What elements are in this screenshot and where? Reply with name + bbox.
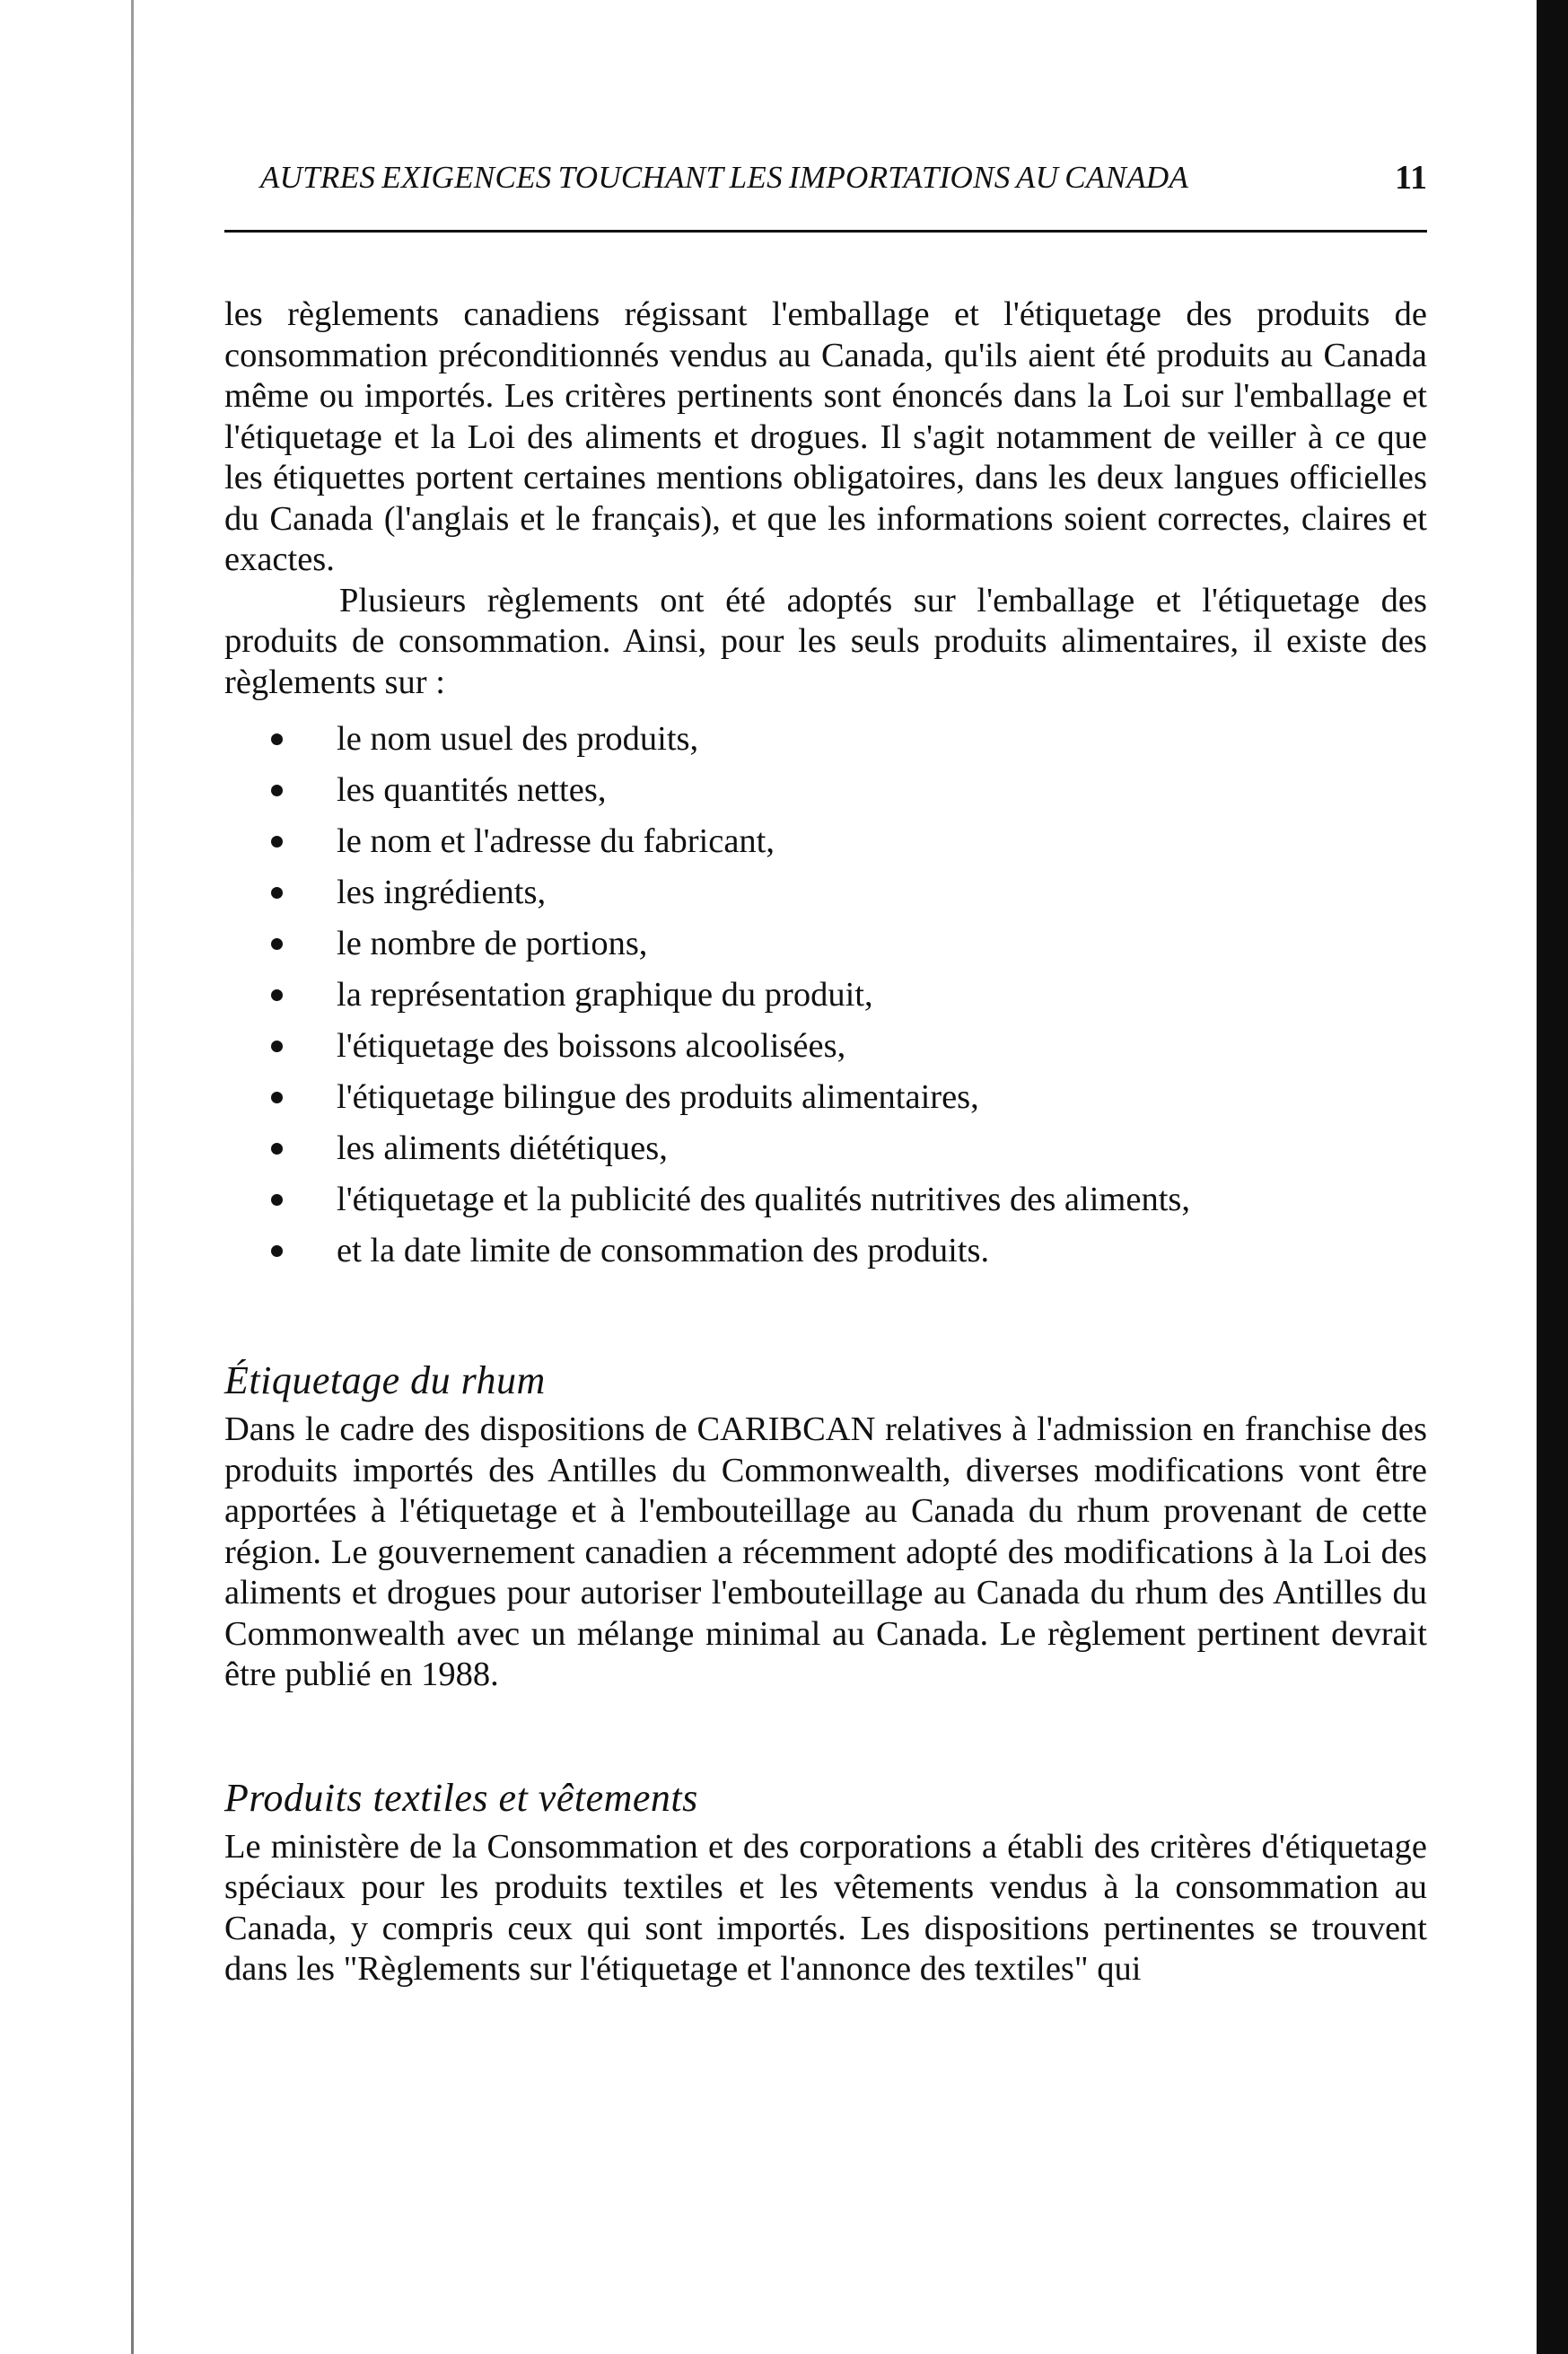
section-heading-textiles: Produits textiles et vêtements xyxy=(224,1775,698,1820)
section-body-rhum: Dans le cadre des dispositions de CARIBCAN relatives à l'admission en franchise des produits importés des Antilles du Commonwealth, diverses modifications vont être apportées à l'étiquetage et à l'embouteillage au Canada du rhum provenant de cette région. Le gouvernement canadien a récemment adopté des modifications à la Loi des aliments et drogues pour autoriser l'embouteillage au Canada du rhum des Antilles du Commonwealth avec un mélange minimal au Canada. Le règlement pertinent devrait être publié en 1988. xyxy=(224,1410,1427,1693)
list-item xyxy=(224,867,1427,918)
running-title: AUTRES EXIGENCES TOUCHANT LES IMPORTATIONS AU CANADA xyxy=(260,160,1189,195)
bullet-icon xyxy=(271,938,283,950)
list-item xyxy=(224,970,1427,1021)
list-item-text: le nombre de portions, xyxy=(337,925,648,962)
bullet-icon xyxy=(271,733,283,745)
list-item xyxy=(224,1174,1427,1225)
bullet-icon xyxy=(271,887,283,899)
list-item-text: les quantités nettes, xyxy=(337,771,607,809)
list-item xyxy=(224,1021,1427,1072)
section-body-textiles: Le ministère de la Consommation et des corporations a établi des critères d'étiquetage spéciaux pour les produits textiles et les vêtements vendus à la consommation au Canada, y compris ceux qui sont importés. Les dispositions pertinentes se trouvent dans les "Règlements sur l'étiquetage et l'annonce des textiles" qui xyxy=(224,1827,1427,1988)
bullet-icon xyxy=(271,989,283,1001)
regulation-list xyxy=(224,714,1427,1277)
page-header xyxy=(260,160,1427,205)
list-item xyxy=(224,1072,1427,1123)
list-item-text: le nom et l'adresse du fabricant, xyxy=(337,822,775,860)
bullet-icon xyxy=(271,1194,283,1206)
list-item xyxy=(224,816,1427,867)
list-item-text: et la date limite de consommation des produits. xyxy=(337,1232,990,1269)
bullet-icon xyxy=(271,1245,283,1257)
section-heading-rhum: Étiquetage du rhum xyxy=(224,1358,546,1402)
bullet-icon xyxy=(271,1041,283,1052)
intro-paragraph-1: les règlements canadiens régissant l'emballage et l'étiquetage des produits de consommation préconditionnés vendus au Canada, qu'ils aient été produits au Canada même ou importés. Les critères pertinents sont énoncés dans la Loi sur l'emballage et l'étiquetage et la Loi des aliments et drogues. Il s'agit notamment de veiller à ce que les étiquettes portent certaines mentions obligatoires, dans les deux langues officielles du Canada (l'anglais et le français), et que les informations soient correctes, claires et exactes. xyxy=(224,295,1427,578)
bullet-icon xyxy=(271,836,283,848)
page-number: 11 xyxy=(1395,159,1427,197)
list-item xyxy=(224,714,1427,765)
bullet-icon xyxy=(271,1143,283,1155)
list-item-text: les aliments diététiques, xyxy=(337,1129,668,1167)
bullet-icon xyxy=(271,1092,283,1103)
scan-left-edge xyxy=(131,0,134,2354)
list-item xyxy=(224,765,1427,816)
page-body xyxy=(224,294,1427,1990)
list-item-text: l'étiquetage des boissons alcoolisées, xyxy=(337,1027,846,1065)
list-item xyxy=(224,1123,1427,1174)
list-item-text: l'étiquetage et la publicité des qualités nutritives des aliments, xyxy=(337,1181,1190,1218)
scan-right-edge xyxy=(1537,0,1568,2354)
list-item-text: les ingrédients, xyxy=(337,874,547,911)
list-item-text: le nom usuel des produits, xyxy=(337,720,699,758)
list-item-text: l'étiquetage bilingue des produits alimentaires, xyxy=(337,1078,979,1116)
bullet-icon xyxy=(271,785,283,796)
list-item xyxy=(224,918,1427,970)
header-rule xyxy=(224,230,1427,233)
intro-paragraph-2: Plusieurs règlements ont été adoptés sur l'emballage et l'étiquetage des produits de consommation. Ainsi, pour les seuls produits alimentaires, il existe des règlements sur : xyxy=(224,581,1427,701)
list-item-text: la représentation graphique du produit, xyxy=(337,976,873,1014)
list-item xyxy=(224,1225,1427,1277)
